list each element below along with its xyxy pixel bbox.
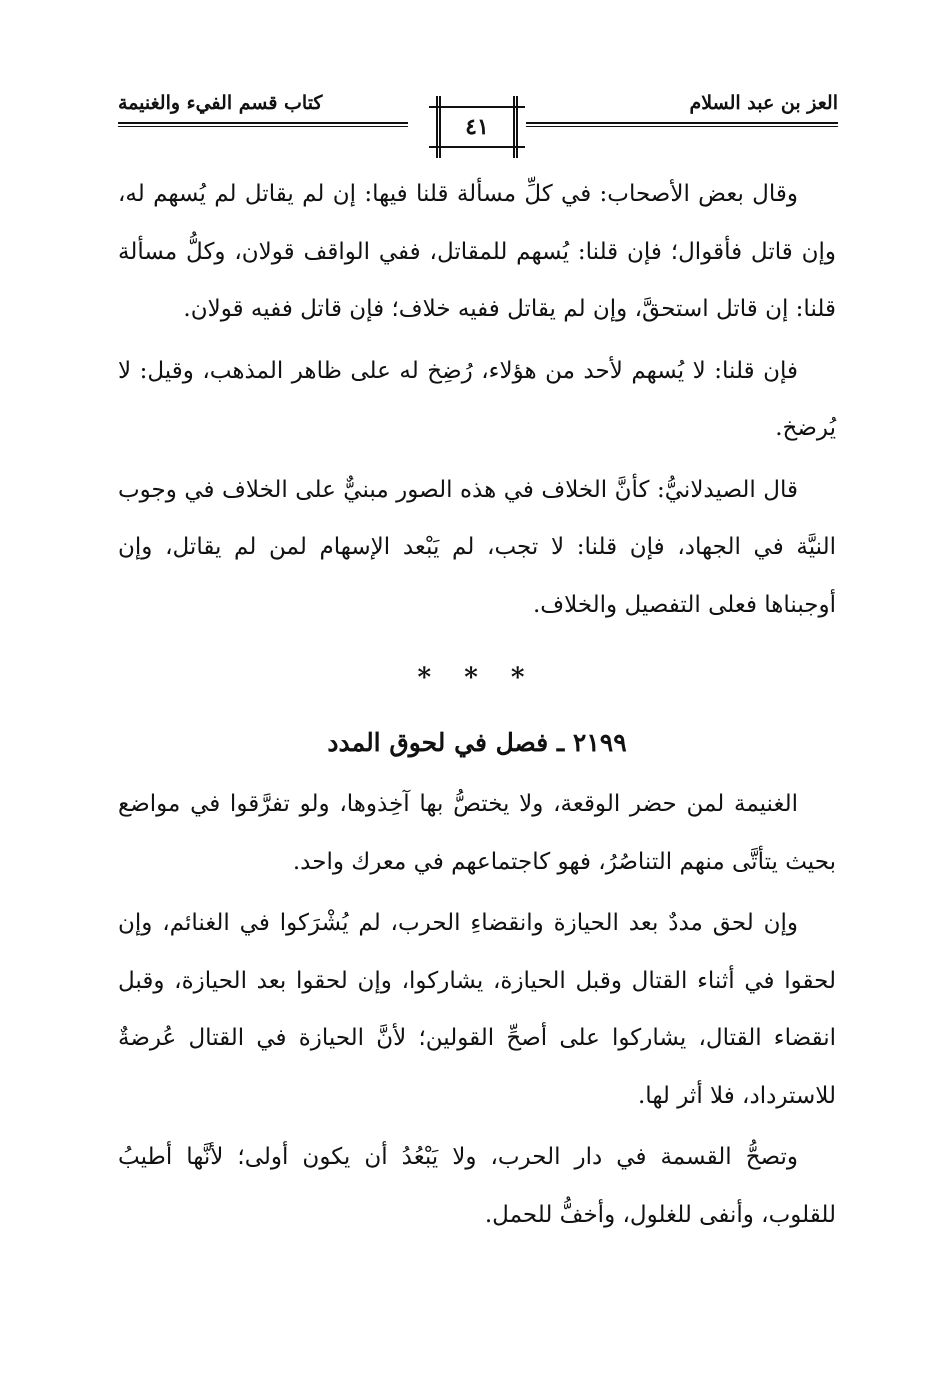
header-rule-right-thin xyxy=(526,126,838,127)
paragraph: الغنيمة لمن حضر الوقعة، ولا يختصُّ بها آخِذوها، ولو تفرَّقوا في مواضع بحيث يتأتَّى منهم التناصُرُ، فهو كاجتماعهم في معرك واحد. xyxy=(118,791,836,875)
section-separator: * * * xyxy=(417,663,537,693)
header-author: العز بن عبد السلام xyxy=(689,92,838,114)
header-rule-left xyxy=(118,122,408,124)
paragraph: وإن لحق مددٌ بعد الحيازة وانقضاءِ الحرب، لم يُشْرَكوا في الغنائم، وإن لحقوا في أثناء القتال وقبل الحيازة، يشاركوا، وإن لحقوا بعد الحيازة، وقبل انقضاء القتال، يشاركوا على أصحِّ القولين؛ لأنَّ الحيازة في القتال عُرضةٌ للاسترداد، فلا أثر لها. xyxy=(118,910,836,1109)
page-body xyxy=(118,166,836,1248)
page-number-frame xyxy=(436,96,518,158)
running-header xyxy=(118,78,838,160)
paragraph: وتصحُّ القسمة في دار الحرب، ولا يَبْعُدُ أن يكون أولى؛ لأنَّها أطيبُ للقلوب، وأنفى للغلول، وأخفُّ للحمل. xyxy=(118,1144,836,1228)
paragraph: قال الصيدلانيُّ: كأنَّ الخلاف في هذه الصور مبنيٌّ على الخلاف في وجوب النيَّة في الجهاد، فإن قلنا: لا تجب، لم يَبْعد الإسهام لمن لم يقاتل، وإن أوجبناها فعلى التفصيل والخلاف. xyxy=(118,476,836,618)
paragraph: وقال بعض الأصحاب: في كلِّ مسألة قلنا فيها: إن لم يقاتل لم يُسهم له، وإن قاتل فأقوال؛ فإن قلنا: يُسهم للمقاتل، ففي الواقف قولان، وكلُّ مسألة قلنا: إن قاتل استحقَّ، وإن لم يقاتل ففيه خلاف؛ فإن قاتل ففيه قولان. xyxy=(118,181,836,322)
page-number: ٤١ xyxy=(465,114,489,140)
section-heading: ٢١٩٩ ـ فصل في لحوق المدد xyxy=(327,728,627,757)
paragraph: فإن قلنا: لا يُسهم لأحد من هؤلاء، رُضِخ له على ظاهر المذهب، وقيل: لا يُرضخ. xyxy=(118,357,836,441)
header-rule-right xyxy=(526,122,838,124)
header-rule-left-thin xyxy=(118,126,408,127)
header-book-title: كتاب قسم الفيء والغنيمة xyxy=(118,92,323,114)
